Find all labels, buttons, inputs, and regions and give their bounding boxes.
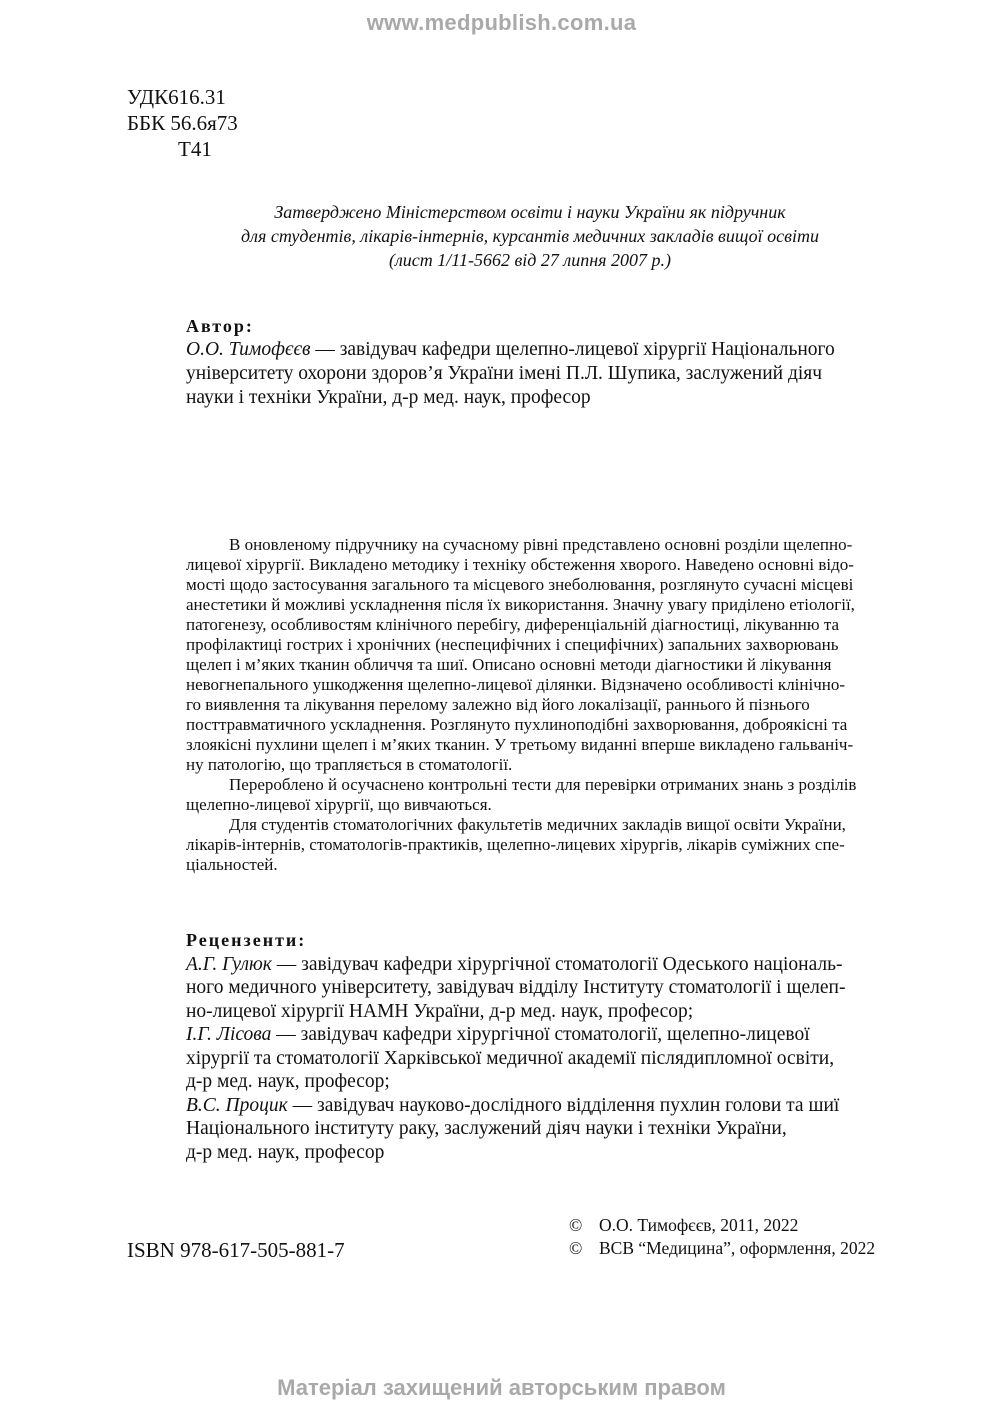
copyright-icon: © bbox=[569, 1238, 583, 1258]
author-heading: Автор: bbox=[186, 316, 254, 336]
reviewers-section bbox=[186, 929, 916, 1164]
abstract-line: невогнепального ушкодження щелепно-лицевої ділянки. Відзначено особливості клінічно- bbox=[186, 675, 846, 694]
watermark-url: www.medpublish.com.ua bbox=[366, 10, 637, 35]
reviewer-name: І.Г. Лісова bbox=[186, 1024, 272, 1045]
approval-note bbox=[150, 200, 910, 272]
abstract-line: В оновленому підручнику на сучасному рівні представлено основні розділи щелепно- bbox=[229, 535, 853, 554]
abstract-line: Для студентів стоматологічних факультетів медичних закладів вищої освіти України, bbox=[229, 815, 846, 834]
classification-codes bbox=[127, 84, 238, 162]
reviewer-name: А.Г. Гулюк bbox=[186, 953, 272, 975]
abstract-line: лицевої хірургії. Викладено методику і техніку обстеження хворого. Наведено основні відо- bbox=[186, 555, 854, 574]
abstract-line: злоякісні пухлини щелеп і м’яких тканин. У третьому виданні вперше викладено гальваніч- bbox=[186, 735, 854, 754]
isbn: ISBN 978-617-505-881-7 bbox=[127, 1238, 345, 1262]
author-description: університету охорони здоров’я України імені П.Л. Шупика, заслужений діяч bbox=[186, 363, 823, 384]
approval-line: Затверджено Міністерством освіти і науки України як підручник bbox=[274, 202, 786, 222]
watermark-copyright: Матеріал захищений авторським правом bbox=[277, 1375, 726, 1400]
author-name: О.О. Тимофєєв bbox=[186, 339, 311, 360]
reviewer-description: ного медичного університету, завідувач відділу Інституту стоматології і щелеп- bbox=[186, 977, 846, 998]
reviewer-description: д-р мед. наук, професор bbox=[186, 1141, 385, 1163]
reviewer-description: но-лицевої хірургії НАМН України, д-р мед. наук, професор; bbox=[186, 1000, 694, 1022]
abstract-line: мості щодо застосування загального та місцевого знеболювання, розглянуто сучасні місцеві bbox=[186, 575, 854, 594]
abstract-line: патогенезу, особливостям клінічного перебігу, диференціальній діагностиці, лікуванню та bbox=[186, 615, 840, 634]
author-description: науки і техніки України, д-р мед. наук, професор bbox=[186, 387, 591, 408]
approval-line: (лист 1/11-5662 від 27 липня 2007 р.) bbox=[388, 250, 672, 270]
reviewers-heading: Рецензенти: bbox=[186, 930, 307, 950]
abstract-line: щелеп і м’яких тканин обличчя та шиї. Описано основні методи діагностики й лікування bbox=[186, 655, 832, 674]
reviewer-description: хірургії та стоматології Харківської медичної академії післядипломної освіти, bbox=[186, 1047, 835, 1069]
udk-code: УДК616.31 bbox=[127, 85, 226, 109]
approval-line: для студентів, лікарів-інтернів, курсантів медичних закладів вищої освіти bbox=[241, 226, 819, 246]
copyright-line: ВСВ “Медицина”, оформлення, 2022 bbox=[599, 1238, 876, 1258]
abstract-line: анестетики й можливі ускладнення після їх використання. Значну увагу приділено етіології, bbox=[186, 595, 855, 614]
abstract-line: го виявлення та лікування перелому залежно від його локалізації, раннього й пізнього bbox=[186, 695, 810, 714]
author-section bbox=[186, 314, 906, 410]
abstract-line: лікарів-інтернів, стоматологів-практиків, щелепно-лицевих хірургів, лікарів суміжних спе- bbox=[186, 835, 845, 854]
abstract-line: ну патологію, що трапляється в стоматології. bbox=[186, 755, 513, 774]
reviewer-description: д-р мед. наук, професор; bbox=[186, 1071, 390, 1092]
reviewer-name: В.С. Процик bbox=[186, 1094, 288, 1116]
author-description: — завідувач кафедри щелепно-лицевої хірургії Національного bbox=[310, 339, 835, 360]
reviewer-description: Національного інституту раку, заслужений діяч науки і техніки України, bbox=[186, 1118, 787, 1139]
abstract-line: щелепно-лицевої хірургії, що вивчаються. bbox=[186, 795, 492, 814]
abstract-line: профілактиці гострих і хронічних (неспецифічних і специфічних) запальних захворювань bbox=[186, 635, 839, 654]
bbk-code: ББК 56.6я73 bbox=[127, 111, 238, 135]
copyright-block bbox=[569, 1214, 875, 1260]
abstract-line: Перероблено й осучаснено контрольні тести для перевірки отриманих знань з розділів bbox=[229, 775, 857, 794]
copyright-line: О.О. Тимофєєв, 2011, 2022 bbox=[599, 1215, 799, 1235]
abstract-line: ціальностей. bbox=[186, 855, 278, 874]
reviewer-description: — завідувач кафедри хірургічної стоматології Одеського національ- bbox=[271, 953, 843, 975]
abstract-line: посттравматичного ускладнення. Розглянуто пухлиноподібні захворювання, доброякісні та bbox=[186, 715, 848, 734]
abstract bbox=[186, 535, 925, 875]
reviewer-description: — завідувач кафедри хірургічної стоматології, щелепно-лицевої bbox=[271, 1024, 810, 1045]
reviewer-description: — завідувач науково-дослідного відділення пухлин голови та шиї bbox=[287, 1094, 840, 1116]
author-index: Т41 bbox=[178, 137, 212, 161]
copyright-icon: © bbox=[569, 1215, 583, 1235]
